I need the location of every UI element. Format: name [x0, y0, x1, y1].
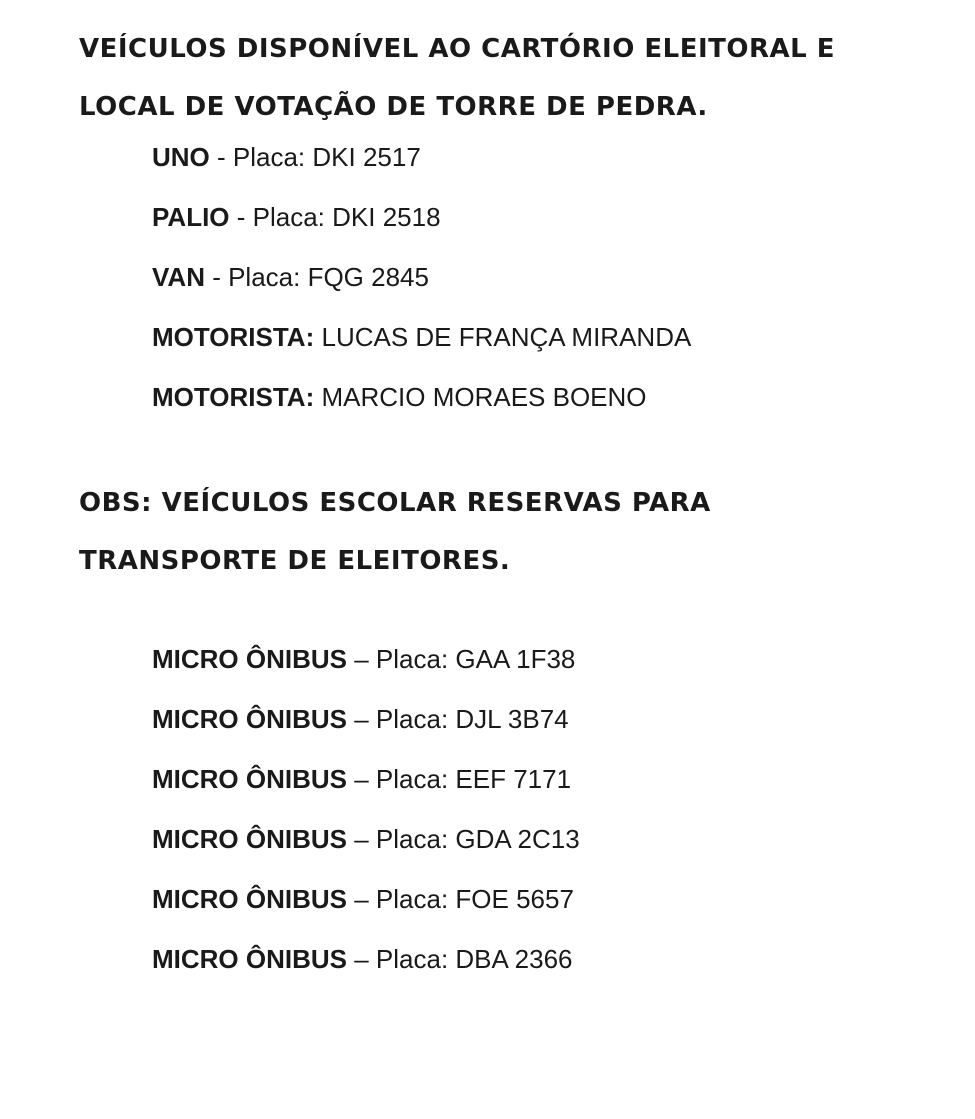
- vehicle-plate: Placa: DKI 2517: [232, 142, 421, 172]
- bus-label: MICRO ÔNIBUS: [152, 704, 347, 734]
- bus-separator: –: [347, 824, 376, 854]
- bus-plate: Placa: DBA 2366: [375, 944, 573, 974]
- bus-separator: –: [347, 884, 376, 914]
- bus-separator: –: [347, 644, 376, 674]
- bus-plate: Placa: EEF 7171: [375, 764, 572, 794]
- bus-row: [152, 642, 575, 676]
- bus-row: [152, 822, 580, 856]
- bus-label: MICRO ÔNIBUS: [152, 764, 347, 794]
- driver-row: [152, 380, 647, 414]
- section1-heading-line2: LOCAL DE VOTAÇÃO DE TORRE DE PEDRA.: [79, 92, 708, 122]
- vehicle-plate: Placa: FQG 2845: [228, 262, 429, 292]
- bus-row: [152, 762, 571, 796]
- bus-label: MICRO ÔNIBUS: [152, 944, 347, 974]
- vehicle-separator: -: [229, 202, 253, 232]
- vehicle-separator: -: [209, 142, 233, 172]
- bus-row: [152, 882, 574, 916]
- driver-name: MARCIO MORAES BOENO: [321, 382, 647, 412]
- section1-heading: [79, 20, 835, 136]
- bus-label: MICRO ÔNIBUS: [152, 644, 347, 674]
- driver-label: MOTORISTA:: [152, 322, 315, 352]
- vehicle-row: [152, 260, 429, 294]
- bus-row: [152, 702, 569, 736]
- vehicle-row: [152, 140, 421, 174]
- vehicle-separator: -: [204, 262, 229, 292]
- bus-separator: –: [347, 764, 376, 794]
- vehicle-row: [152, 200, 441, 234]
- bus-row: [152, 942, 573, 976]
- bus-label: MICRO ÔNIBUS: [152, 824, 347, 854]
- driver-row: [152, 320, 691, 354]
- bus-plate: Placa: GAA 1F38: [375, 644, 576, 674]
- section1-heading-line1: VEÍCULOS DISPONÍVEL AO CARTÓRIO ELEITORAL E: [79, 34, 835, 64]
- driver-name: LUCAS DE FRANÇA MIRANDA: [321, 322, 692, 352]
- bus-plate: Placa: DJL 3B74: [375, 704, 569, 734]
- bus-label: MICRO ÔNIBUS: [152, 884, 347, 914]
- section2-heading-line1: OBS: VEÍCULOS ESCOLAR RESERVAS PARA: [79, 488, 711, 518]
- vehicle-label: VAN: [152, 262, 205, 292]
- section2-heading: [79, 474, 711, 590]
- vehicle-label: UNO: [152, 142, 210, 172]
- bus-plate: Placa: GDA 2C13: [375, 824, 580, 854]
- section2-heading-line2: TRANSPORTE DE ELEITORES.: [79, 546, 511, 576]
- vehicle-label: PALIO: [152, 202, 230, 232]
- bus-plate: Placa: FOE 5657: [375, 884, 574, 914]
- driver-label: MOTORISTA:: [152, 382, 315, 412]
- vehicle-plate: Placa: DKI 2518: [252, 202, 441, 232]
- bus-separator: –: [347, 704, 376, 734]
- bus-separator: –: [347, 944, 376, 974]
